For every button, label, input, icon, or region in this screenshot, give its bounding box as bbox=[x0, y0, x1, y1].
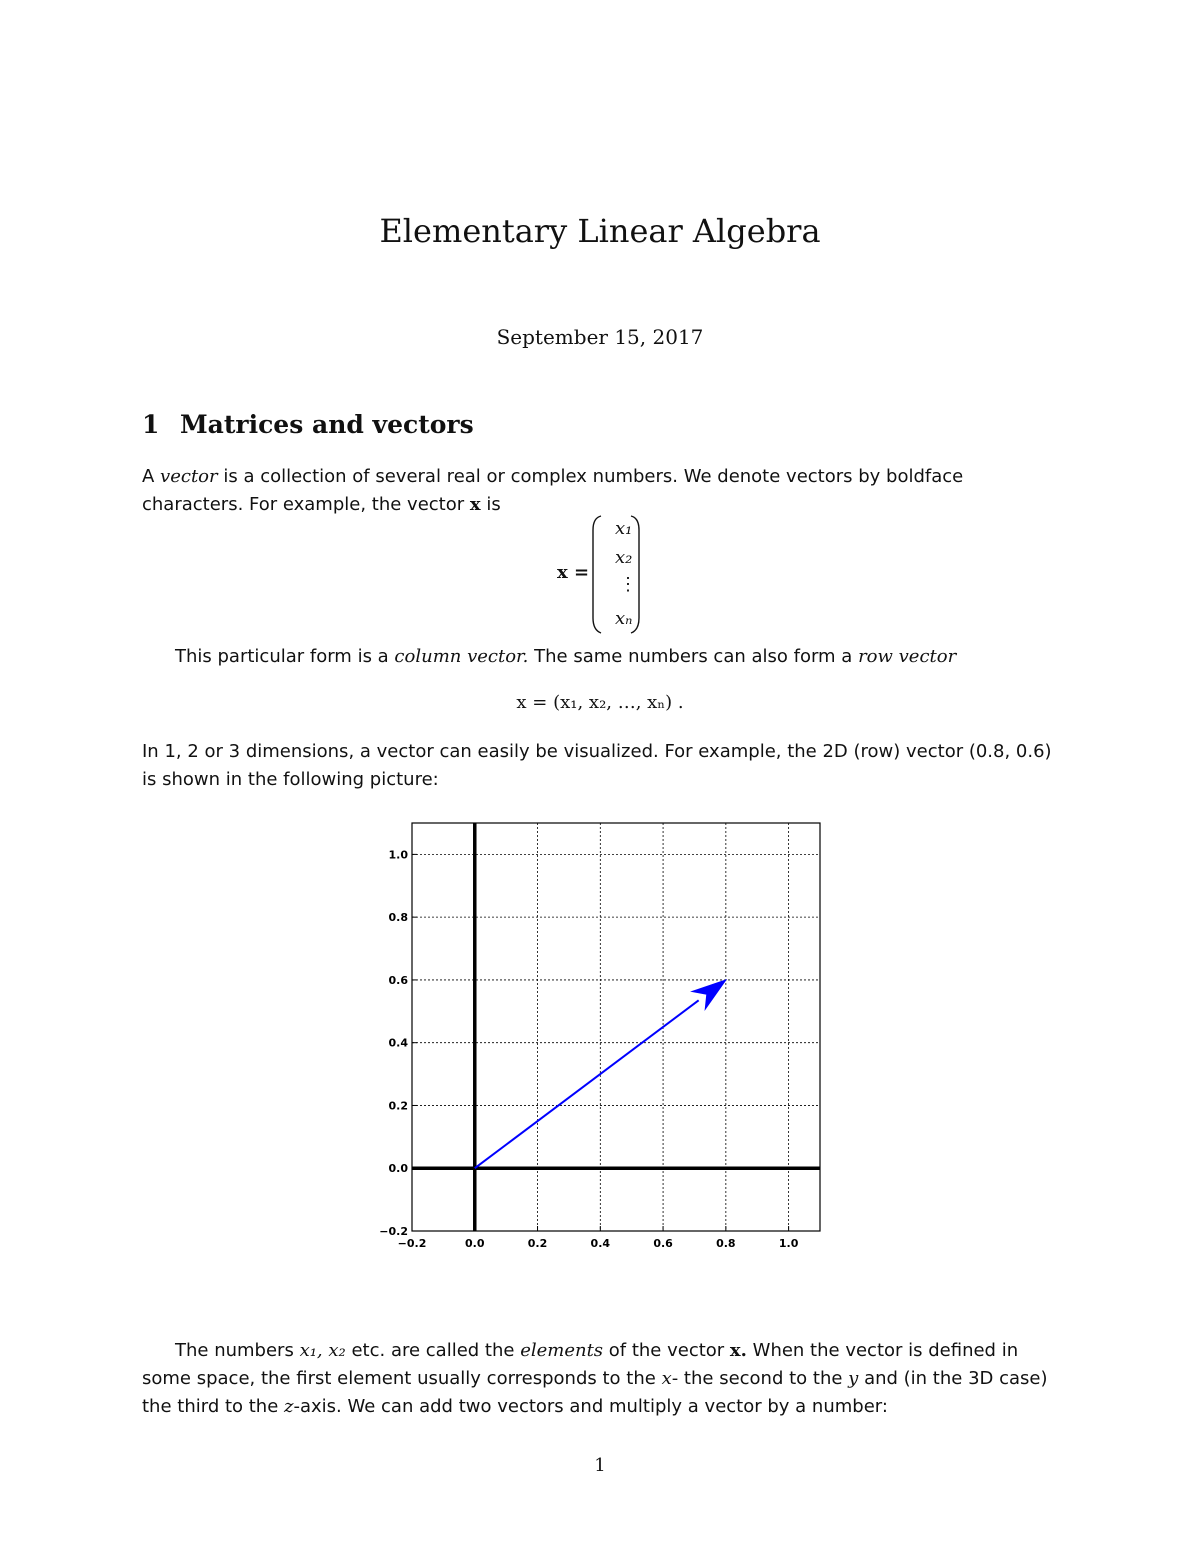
x-tick-label: 0.0 bbox=[465, 1237, 485, 1250]
p4-text-d: When the vector is defined in some space, the first element usually corresponds to the bbox=[142, 1340, 1019, 1389]
y-tick-label: 0.8 bbox=[388, 911, 408, 925]
column-vector-equation bbox=[555, 512, 645, 637]
paragraph-column-row bbox=[175, 643, 1055, 671]
element-x1: x₁ bbox=[615, 518, 633, 539]
element-x2: x₂ bbox=[615, 547, 633, 568]
term-row-vector: row vector bbox=[858, 646, 957, 667]
p2-text-b: The same numbers can also form a bbox=[528, 646, 859, 667]
y-tick-label: 0.0 bbox=[388, 1162, 408, 1176]
x-tick-label: 0.2 bbox=[527, 1237, 548, 1250]
p4-text-b: etc. are called the bbox=[345, 1340, 521, 1361]
tick-labels bbox=[379, 848, 798, 1250]
symbol-x1-x2: x₁, x₂ bbox=[299, 1340, 346, 1361]
y-tick-label: 0.6 bbox=[388, 973, 408, 987]
vector-plot bbox=[355, 810, 835, 1255]
paragraph-elements bbox=[142, 1337, 1059, 1421]
y-tick-label: 1.0 bbox=[388, 848, 408, 862]
x-tick-label: 0.8 bbox=[716, 1237, 736, 1250]
p2-text-a: This particular form is a bbox=[175, 646, 395, 667]
p1-text-a: A bbox=[142, 466, 161, 487]
document-date: September 15, 2017 bbox=[496, 325, 704, 349]
term-elements: elements bbox=[520, 1340, 604, 1361]
section-number: 1 bbox=[142, 410, 160, 439]
x-tick-label: 1.0 bbox=[778, 1237, 799, 1250]
p1-text-c: is bbox=[480, 494, 501, 515]
symbol-z-axis: z bbox=[284, 1396, 294, 1417]
vector-arrowhead bbox=[692, 980, 726, 1009]
term-column-vector: column vector. bbox=[394, 646, 529, 667]
p4-text-g: -axis. We can add two vectors and multiply a vector by a number: bbox=[293, 1396, 888, 1417]
x-tick-label: 0.4 bbox=[590, 1237, 611, 1250]
section-heading bbox=[142, 410, 474, 439]
y-tick-label: 0.4 bbox=[388, 1036, 408, 1050]
x-tick-label: −0.2 bbox=[397, 1237, 427, 1250]
symbol-x: x bbox=[469, 494, 481, 515]
eq1-lhs: x = bbox=[557, 562, 590, 583]
document-title: Elementary Linear Algebra bbox=[379, 212, 821, 250]
element-vdots: ⋮ bbox=[619, 574, 637, 595]
symbol-y-axis: y bbox=[848, 1368, 859, 1389]
paragraph-vector-definition bbox=[142, 463, 1059, 519]
y-tick-label: 0.2 bbox=[388, 1099, 408, 1113]
x-tick-label: 0.6 bbox=[653, 1237, 673, 1250]
symbol-x-bold: x. bbox=[729, 1340, 747, 1361]
axis-lines bbox=[412, 823, 820, 1231]
p4-text-a: The numbers bbox=[175, 1340, 300, 1361]
row-vector-equation: x = (x₁, x₂, …, xₙ) . bbox=[516, 692, 684, 713]
p4-text-f: and (in the 3D case) the third to the bbox=[142, 1368, 1048, 1417]
symbol-x-axis: x bbox=[661, 1368, 672, 1389]
y-tick-label: −0.2 bbox=[379, 1225, 408, 1238]
p4-text-e: - the second to the bbox=[671, 1368, 849, 1389]
vector-shaft bbox=[475, 1000, 699, 1168]
p4-text-c: of the vector bbox=[603, 1340, 730, 1361]
page-number: 1 bbox=[594, 1455, 606, 1476]
paragraph-visualization: In 1, 2 or 3 dimensions, a vector can easily be visualized. For example, the 2D (row) vector (0.8, 0.6) is shown in the following picture: bbox=[142, 741, 1052, 790]
p1-text-b: is a collection of several real or complex numbers. We denote vectors by boldface characters. For example, the vector bbox=[142, 466, 964, 515]
section-title: Matrices and vectors bbox=[180, 410, 474, 439]
element-xN: xₙ bbox=[615, 608, 633, 629]
term-vector: vector bbox=[160, 466, 218, 487]
